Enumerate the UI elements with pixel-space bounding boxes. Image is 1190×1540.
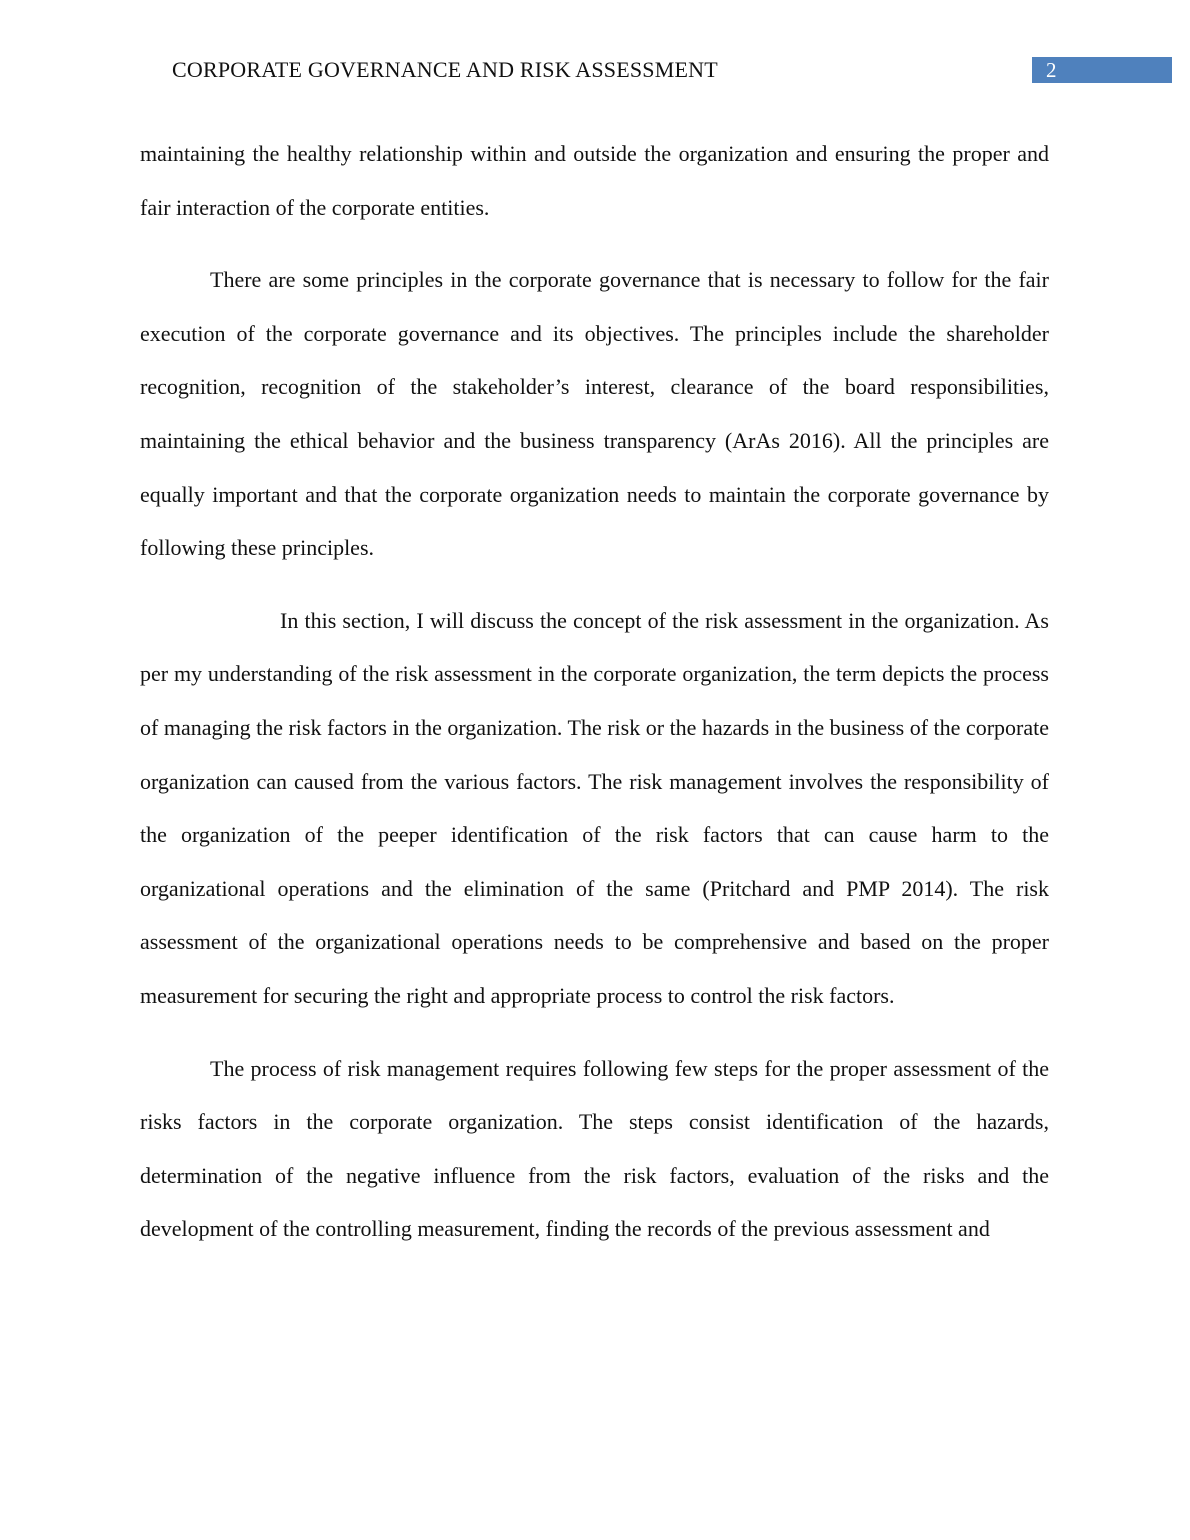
paragraph-risk-management-process: The process of risk management requires following few steps for the proper assessment of the risks factors in the corporate organization. The steps consist identification of the hazards, determination of the negative influence from the risk factors, evaluation of the risks and the development of the controlling measurement, finding the records of the previous assessment and bbox=[140, 1055, 1049, 1242]
document-body bbox=[140, 127, 1049, 1275]
page-number-badge bbox=[1032, 57, 1172, 83]
page-number: 2 bbox=[1046, 58, 1057, 82]
paragraph-governance-principles: There are some principles in the corporate governance that is necessary to follow for the fair execution of the corporate governance and its objectives. The principles include the shareholder recognition, recognition of the stakeholder’s interest, clearance of the board responsibilities, maintaining the ethical behavior and the business transparency (ArAs 2016). All the principles are equally important and that the corporate organization needs to maintain the corporate governance by following these principles. bbox=[140, 267, 1049, 561]
running-header-title: CORPORATE GOVERNANCE AND RISK ASSESSMENT bbox=[172, 57, 718, 82]
paragraph-risk-assessment-concept: In this section, I will discuss the concept of the risk assessment in the organization. As per my understanding of the risk assessment in the corporate organization, the term depicts the process of managing the risk factors in the organization. The risk or the hazards in the business of the corporate organization can caused from the various factors. The risk management involves the responsibility of the organization of the peeper identification of the risk factors that can cause harm to the organizational operations and the elimination of the same (Pritchard and PMP 2014). The risk assessment of the organizational operations needs to be comprehensive and based on the proper measurement for securing the right and appropriate process to control the risk factors. bbox=[140, 607, 1049, 1008]
paragraph-continuation: maintaining the healthy relationship within and outside the organization and ensuring the proper and fair interaction of the corporate entities. bbox=[140, 141, 1049, 220]
